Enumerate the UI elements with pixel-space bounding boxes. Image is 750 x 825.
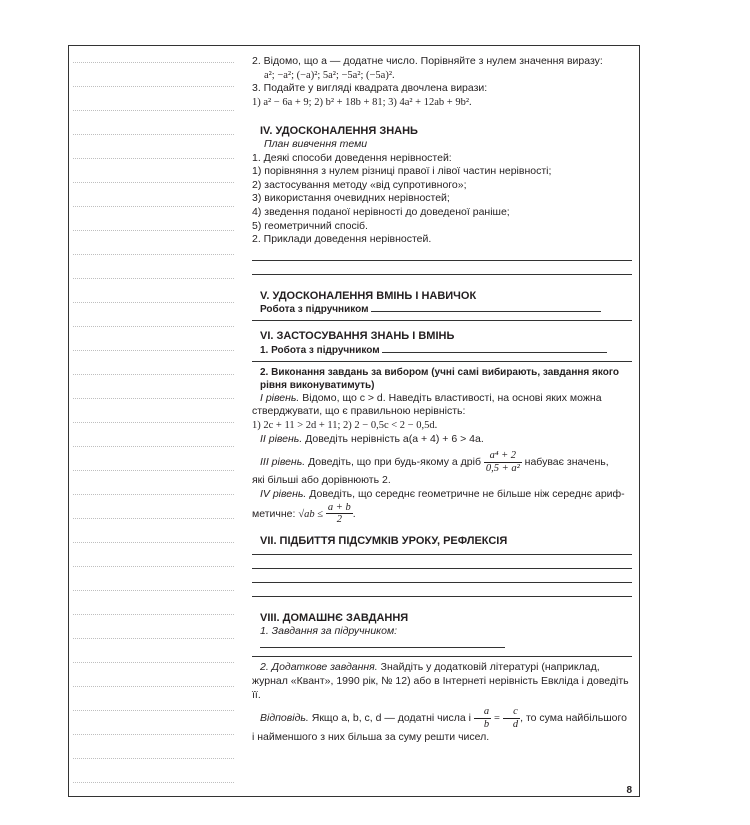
fill-in-line[interactable] xyxy=(371,303,601,312)
section-4-heading: IV. УДОСКОНАЛЕННЯ ЗНАНЬ xyxy=(260,124,418,137)
task-2-expression: a²; −a²; (−a)²; 5a²; −5a²; (−5a)². xyxy=(264,69,395,81)
answer-line[interactable] xyxy=(252,583,632,597)
answer-line[interactable] xyxy=(252,555,632,569)
page-number: 8 xyxy=(626,785,632,796)
plan-item: 4) зведення поданої нерівності до доведеної раніше; xyxy=(252,206,510,219)
fraction: $\frac{a}{b}$ xyxy=(474,706,491,730)
section-8-heading: VIII. ДОМАШНЄ ЗАВДАННЯ xyxy=(260,611,409,624)
answer-line[interactable] xyxy=(252,261,632,275)
section-6-heading: VI. ЗАСТОСУВАННЯ ЗНАНЬ І ВМІНЬ xyxy=(260,330,455,343)
fraction: $\frac{c}{d}$ xyxy=(503,706,520,730)
section-6-subheading-1: 1. Робота з підручником xyxy=(252,344,632,357)
separator-line xyxy=(252,320,632,321)
notes-margin-lines xyxy=(72,48,234,796)
answer-line[interactable] xyxy=(252,569,632,583)
separator-line xyxy=(252,361,632,362)
section-5-subheading: Робота з підручником xyxy=(252,303,632,316)
task-3-text: 3. Подайте у вигляді квадрата двочлена вирази: xyxy=(252,82,488,95)
level-1-expression: 1) 2c + 11 > 2d + 11; 2) 2 − 0,5c < 2 − 0,5d. xyxy=(252,419,438,431)
plan-item: 2) застосування методу «від супротивного»; xyxy=(252,178,467,191)
level-3-task: III рівень. Доведіть, що при будь-якому a дріб $\frac{\text{a⁴ + 2}}{\text{0,5 + a²}}$ набуває значень, xyxy=(260,450,609,474)
fraction: $\frac{a + b}{2}$ xyxy=(327,501,351,526)
level-4-task: IV рівень. Доведіть, що середнє геометричне не більше ніж середнє ариф- xyxy=(260,487,625,500)
fill-in-line[interactable] xyxy=(382,344,607,353)
plan-item: 2. Приклади доведення нерівностей. xyxy=(252,233,432,246)
plan-item: 1) порівняння з нулем різниці правої і лівої частин нерівності; xyxy=(252,165,552,178)
fraction: $\frac{\text{a⁴ + 2}}{\text{0,5 + a²}}$ xyxy=(485,450,520,474)
answer-line[interactable] xyxy=(252,548,632,555)
plan-item: 3) використання очевидних нерівностей; xyxy=(252,192,450,205)
level-3-task-cont: які більші або дорівнюють 2. xyxy=(252,474,391,487)
task-2-text: 2. Відомо, що a — додатне число. Порівняйте з нулем значення виразу: xyxy=(252,55,603,67)
homework-answer: Відповідь. Якщо a, b, c, d — додатні числа і $\frac{a}{b}$ = $\frac{c}{d}$ , то сума найбільшого і найменшого з них більша за суму решти чисел. xyxy=(252,706,627,743)
fill-in-line[interactable] xyxy=(260,639,505,648)
plan-item: 1. Деякі способи доведення нерівностей: xyxy=(252,151,452,164)
lesson-content xyxy=(252,55,632,744)
level-4-task-cont: метичне: √ab ≤ $\frac{a + b}{2}$ . xyxy=(252,501,356,526)
section-7-heading: VII. ПІДБИТТЯ ПІДСУМКІВ УРОКУ, РЕФЛЕКСІЯ xyxy=(260,534,508,547)
plan-title: План вивчення теми xyxy=(264,137,368,150)
answer-line[interactable] xyxy=(252,247,632,261)
section-6-subheading-2: 2. Виконання завдань за вибором (учні самі вибирають, завдання якого рівня виконуватимуть) xyxy=(260,366,619,391)
separator-line xyxy=(252,656,632,657)
task-3-expression: 1) a² − 6a + 9; 2) b² + 18b + 81; 3) 4a² + 12ab + 9b². xyxy=(252,96,472,108)
homework-1: 1. Завдання за підручником: xyxy=(252,625,632,652)
level-1-task: I рівень. Відомо, що c > d. Наведіть властивості, на основі яких можна стверджувати, що є правильною нерівність: xyxy=(252,391,602,418)
homework-2: 2. Додаткове завдання. Знайдіть у додатковій літературі (наприклад, журнал «Квант», 1990 рік, № 12) або в Інтернеті нерівність Евкліда і доведіть її. xyxy=(252,661,629,701)
level-2-task: II рівень. Доведіть нерівність a(a + 4) + 6 > 4a. xyxy=(260,432,484,445)
section-5-heading: V. УДОСКОНАЛЕННЯ ВМІНЬ І НАВИЧОК xyxy=(260,289,477,302)
plan-item: 5) геометричний спосіб. xyxy=(252,219,368,232)
